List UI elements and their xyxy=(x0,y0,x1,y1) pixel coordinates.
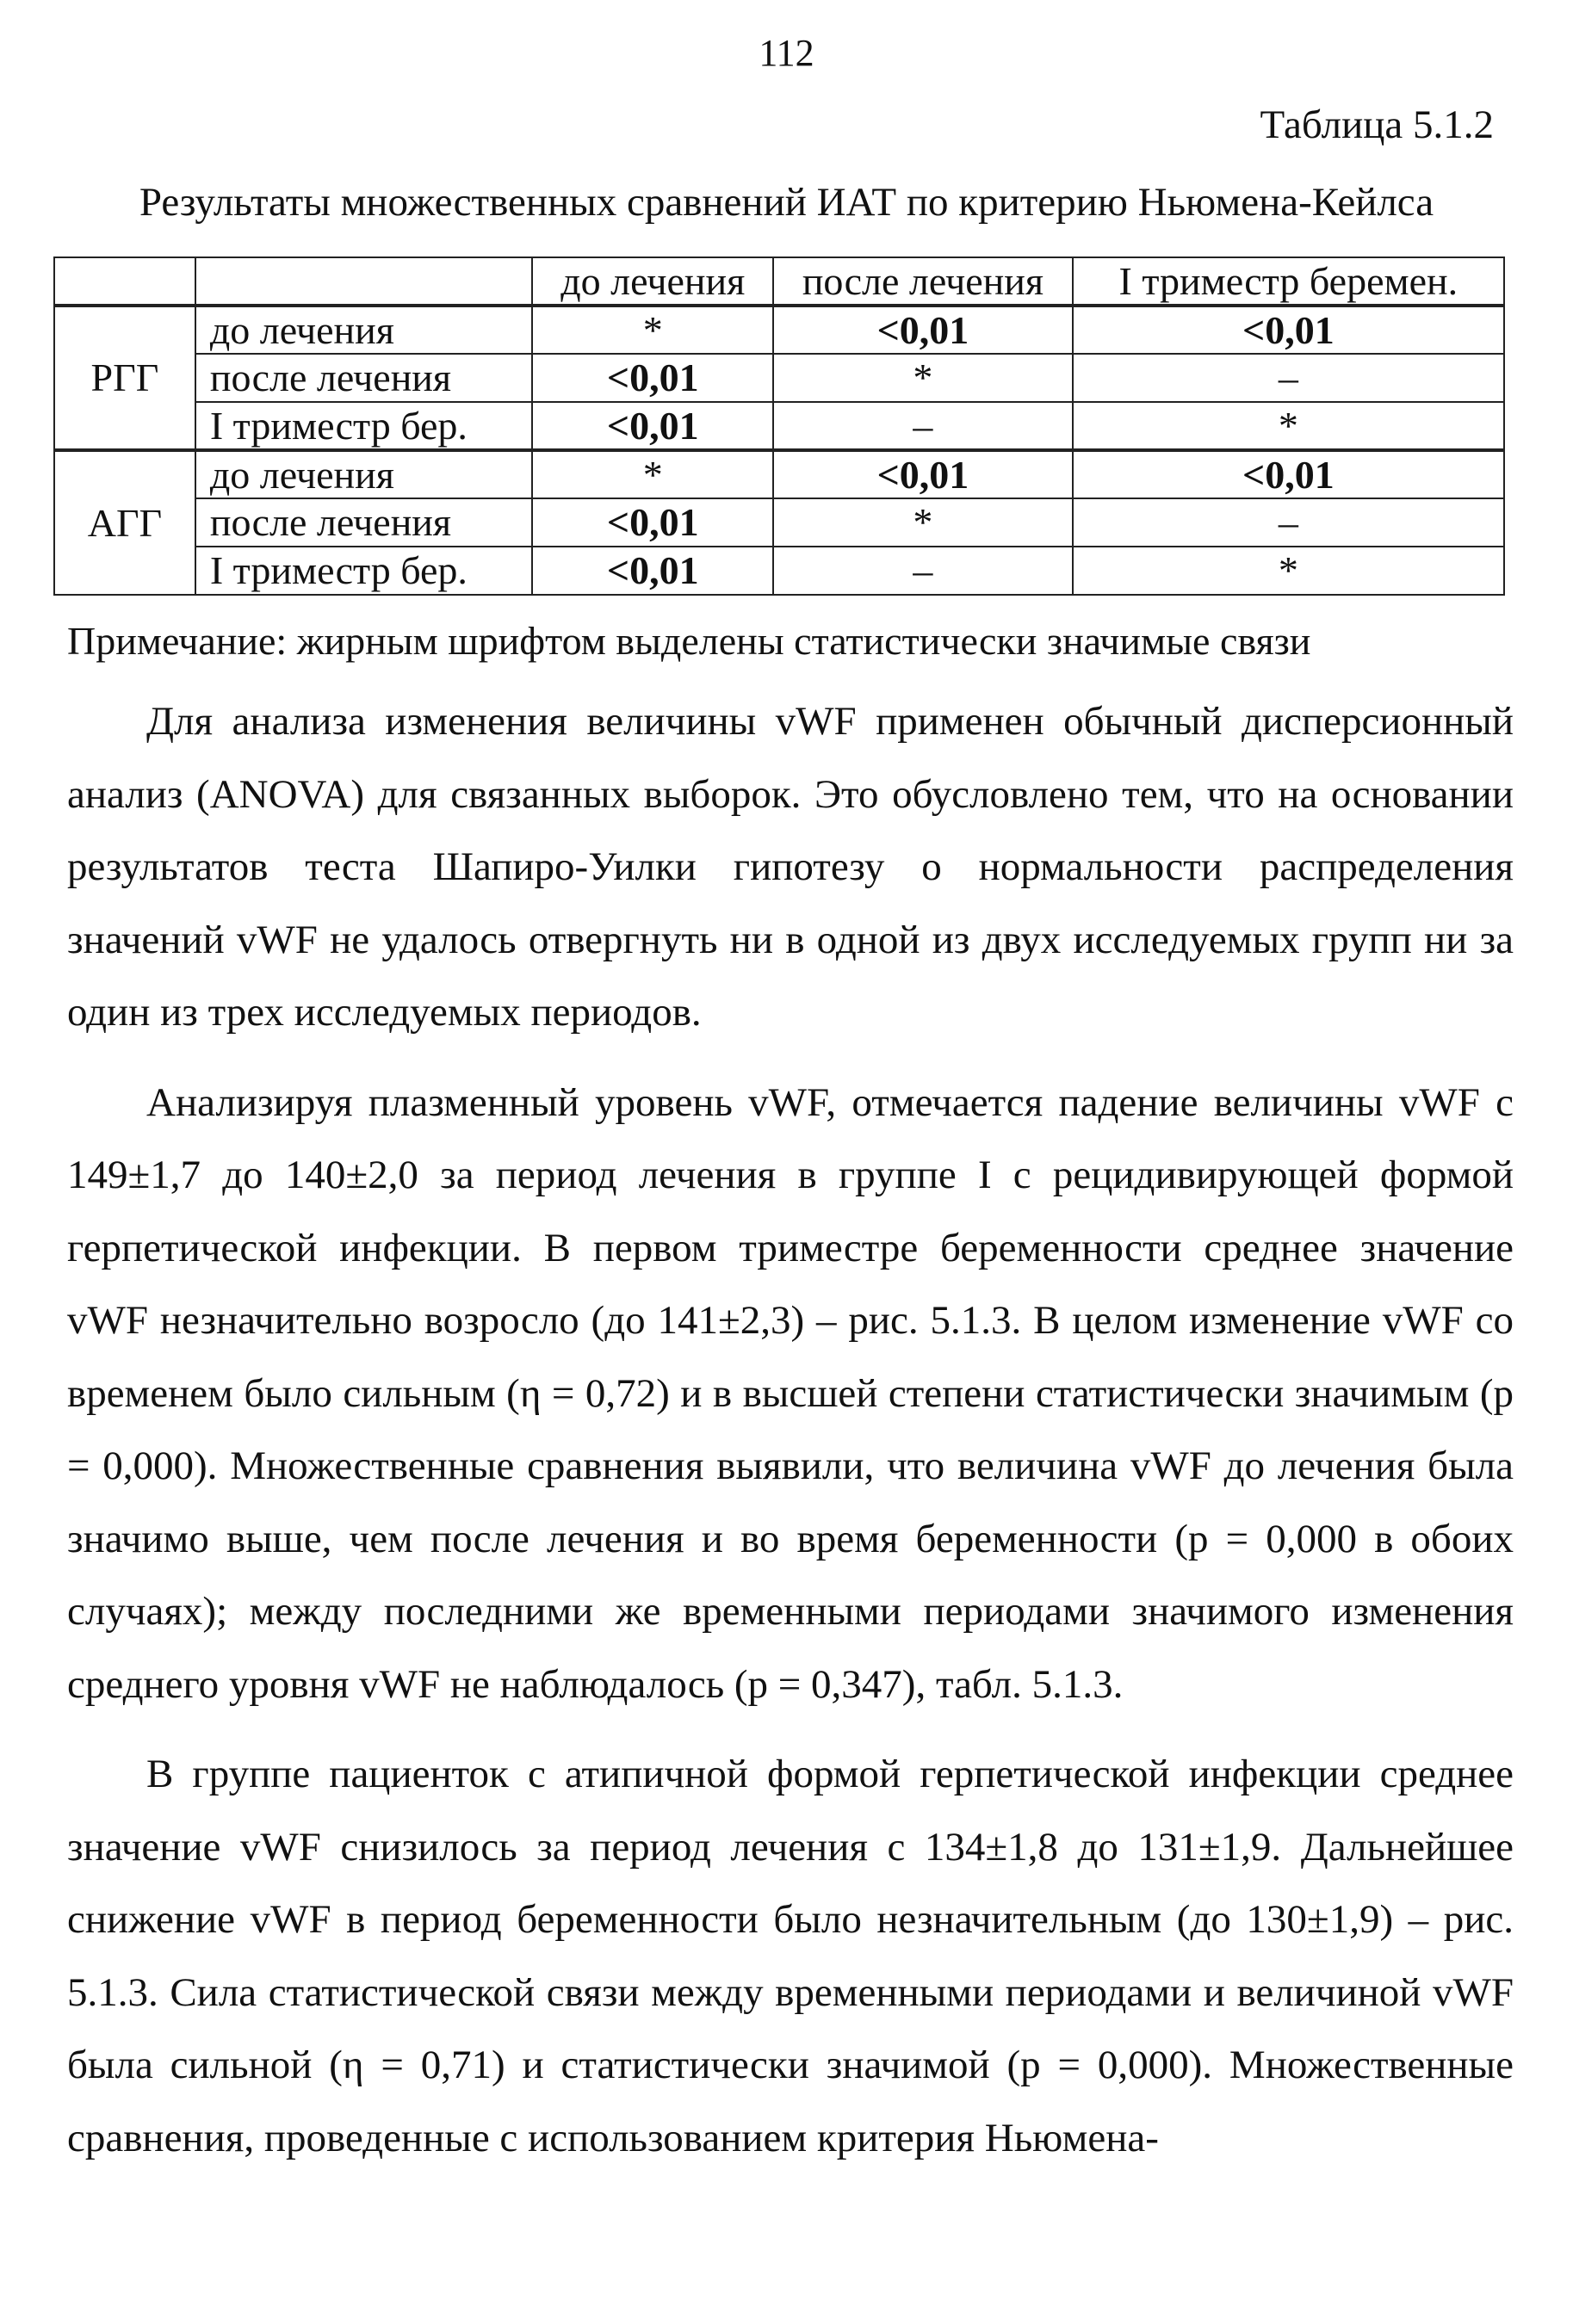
table-cell: <0,01 xyxy=(773,450,1073,498)
row-label: после лечения xyxy=(195,498,533,547)
table-label: Таблица 5.1.2 xyxy=(1260,102,1494,147)
table-cell: – xyxy=(773,547,1073,595)
table-cell: * xyxy=(532,450,773,498)
results-table xyxy=(53,257,1505,596)
table-cell: – xyxy=(1073,354,1504,402)
table-cell: <0,01 xyxy=(532,498,773,547)
paragraph-atypical-group: В группе пациенток с атипичной формой герпетической инфекции среднее значение vWF снизилось за период лечения с 134±1,8 до 131±1,9. Дальнейшее снижение vWF в период беременности было незначительным (до 130±1,9) – рис. 5.1.3. Сила статистической связи между временными периодами и величиной vWF была сильной (η = 0,71) и статистически значимой (p = 0,000). Множественные сравнения, проведенные с использованием критерия Ньюмена- xyxy=(67,1752,1514,2160)
group-label-agg: АГГ xyxy=(54,450,195,595)
table-cell: <0,01 xyxy=(1073,450,1504,498)
table-note: Примечание: жирным шрифтом выделены статистически значимые связи xyxy=(67,619,1311,663)
table-cell: * xyxy=(1073,402,1504,450)
table-title: Результаты множественных сравнений ИАТ по критерию Ньюмена-Кейлса xyxy=(139,180,1434,225)
table-row xyxy=(54,547,1504,595)
header-cell-after-treatment: после лечения xyxy=(773,257,1073,306)
table-cell: <0,01 xyxy=(532,354,773,402)
header-cell-before-treatment: до лечения xyxy=(532,257,773,306)
table-row xyxy=(54,306,1504,354)
table-cell: – xyxy=(773,402,1073,450)
row-label: I триместр бер. xyxy=(195,547,533,595)
table-cell: * xyxy=(532,306,773,354)
table-cell: <0,01 xyxy=(773,306,1073,354)
table-header-row xyxy=(54,257,1504,306)
row-label: до лечения xyxy=(195,306,533,354)
table-cell: * xyxy=(1073,547,1504,595)
table-row xyxy=(54,402,1504,450)
table-cell: <0,01 xyxy=(532,547,773,595)
table-cell: <0,01 xyxy=(1073,306,1504,354)
table-row xyxy=(54,498,1504,547)
header-cell-empty-2 xyxy=(195,257,533,306)
paragraph-recurrent-group: Анализируя плазменный уровень vWF, отмечается падение величины vWF с 149±1,7 до 140±2,0 за период лечения в группе I с рецидивирующей формой герпетической инфекции. В первом триместре беременности среднее значение vWF незначительно возросло (до 141±2,3) – рис. 5.1.3. В целом изменение vWF со временем было сильным (η = 0,72) и в высшей степени статистически значимым (p = 0,000). Множественные сравнения выявили, что величина vWF до лечения была значимо выше, чем после лечения и во время беременности (p = 0,000 в обоих случаях); между последними же временными периодами значимого изменения среднего уровня vWF не наблюдалось (p = 0,347), табл. 5.1.3. xyxy=(67,1079,1514,1707)
header-cell-first-trimester: I триместр беремен. xyxy=(1073,257,1504,306)
body-text xyxy=(67,685,1514,2174)
header-cell-empty-1 xyxy=(54,257,195,306)
page-number: 112 xyxy=(759,32,814,74)
row-label: до лечения xyxy=(195,450,533,498)
table-cell: <0,01 xyxy=(532,402,773,450)
table-cell: – xyxy=(1073,498,1504,547)
table-row xyxy=(54,450,1504,498)
table-cell: * xyxy=(773,498,1073,547)
row-label: после лечения xyxy=(195,354,533,402)
table-row xyxy=(54,354,1504,402)
table-cell: * xyxy=(773,354,1073,402)
group-label-rgg: РГГ xyxy=(54,306,195,450)
row-label: I триместр бер. xyxy=(195,402,533,450)
paragraph-anova: Для анализа изменения величины vWF применен обычный дисперсионный анализ (ANOVA) для связанных выборок. Это обусловлено тем, что на основании результатов теста Шапиро-Уилки гипотезу о нормальности распределения значений vWF не удалось отвергнуть ни в одной из двух исследуемых групп ни за один из трех исследуемых периодов. xyxy=(67,699,1514,1035)
